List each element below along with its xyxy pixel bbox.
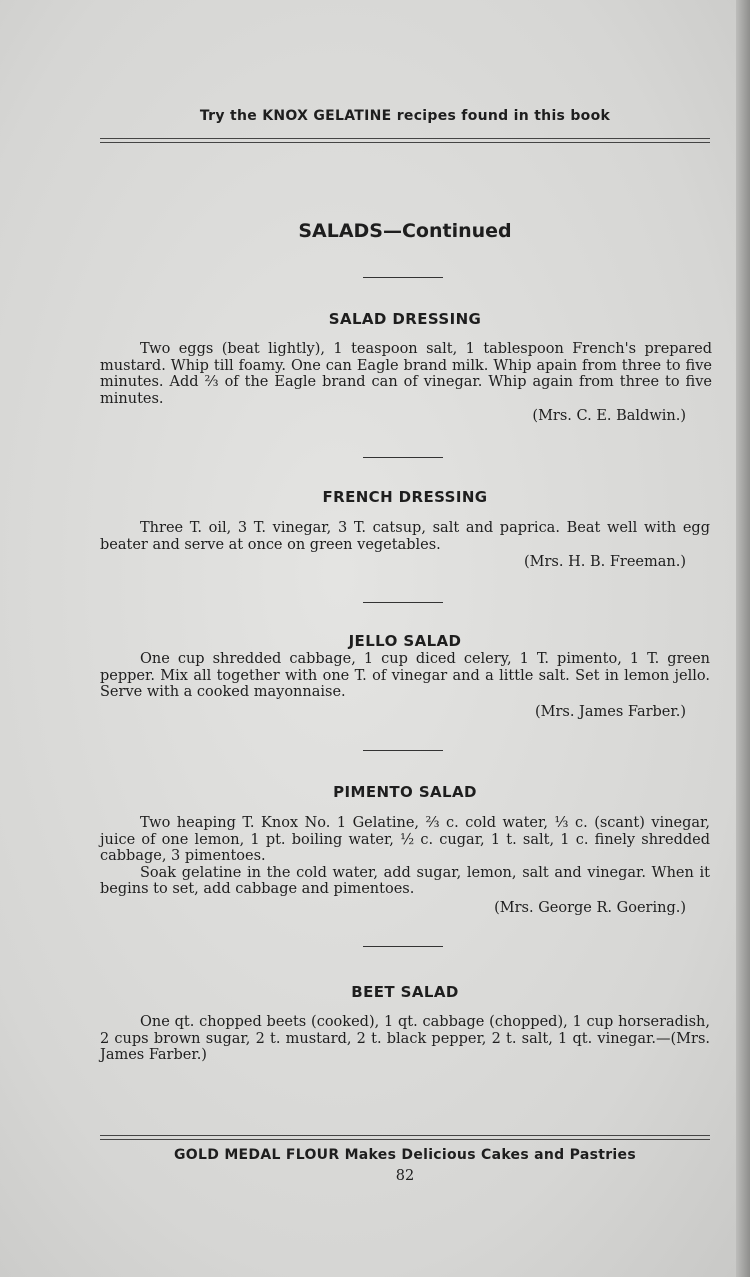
recipe-paragraph: One qt. chopped beets (cooked), 1 qt. cabbage (chopped), 1 cup horseradish, 2 cups brown sugar, 2 t. mustard, 2 t. black pepper, 2 t. salt, 1 qt. vinegar.—(Mrs. James Farber.) bbox=[100, 1014, 710, 1063]
page-spine-shadow bbox=[736, 0, 750, 1277]
page-number: 82 bbox=[395, 1168, 415, 1184]
running-footer: GOLD MEDAL FLOUR Makes Delicious Cakes and Pastries bbox=[174, 1147, 636, 1163]
divider-rule bbox=[363, 602, 443, 603]
recipe-paragraph: Two eggs (beat lightly), 1 teaspoon salt, 1 tablespoon French's prepared mustard. Whip till foamy. One can Eagle brand milk. Whip apain from three to five minutes. Add ⅔ of the Eagle brand can of vinegar. Whip again from three to five minutes. bbox=[100, 341, 712, 407]
recipe-attribution: (Mrs. James Farber.) bbox=[534, 704, 686, 720]
recipe-paragraph: Three T. oil, 3 T. vinegar, 3 T. catsup, salt and paprica. Beat well with egg beater and serve at once on green vegetables. bbox=[100, 520, 710, 553]
recipe-paragraph: Two heaping T. Knox No. 1 Gelatine, ⅔ c. cold water, ⅓ c. (scant) vinegar, juice of one lemon, 1 pt. boiling water, ½ c. cugar, 1 t. salt, 1 c. finely shredded cabbage, 3 pimentoes. bbox=[100, 815, 710, 864]
recipe-attribution: (Mrs. H. B. Freeman.) bbox=[524, 554, 686, 570]
recipe-body-beet-salad bbox=[100, 1014, 710, 1064]
section-title: SALADS—Continued bbox=[298, 220, 512, 242]
divider-rule bbox=[363, 277, 443, 278]
recipe-body-french-dressing bbox=[100, 520, 710, 553]
recipe-body-salad-dressing bbox=[100, 341, 712, 407]
divider-rule bbox=[363, 750, 443, 751]
recipe-title-pimento-salad: PIMENTO SALAD bbox=[333, 783, 477, 801]
recipe-paragraph: Soak gelatine in the cold water, add sugar, lemon, salt and vinegar. When it begins to set, add cabbage and pimentoes. bbox=[100, 864, 710, 897]
recipe-body-pimento-salad bbox=[100, 815, 710, 898]
recipe-title-salad-dressing: SALAD DRESSING bbox=[328, 310, 482, 328]
recipe-attribution: (Mrs. C. E. Baldwin.) bbox=[532, 408, 686, 424]
divider-rule bbox=[363, 946, 443, 947]
recipe-title-jello-salad: JELLO SALAD bbox=[348, 632, 462, 650]
recipe-title-french-dressing: FRENCH DRESSING bbox=[322, 488, 488, 506]
running-header: Try the KNOX GELATINE recipes found in this book bbox=[199, 108, 611, 124]
recipe-paragraph: One cup shredded cabbage, 1 cup diced celery, 1 T. pimento, 1 T. green pepper. Mix all together with one T. of vinegar and a little salt. Set in lemon jello. Serve with a cooked mayonnaise. bbox=[100, 651, 710, 700]
divider-rule bbox=[363, 457, 443, 458]
recipe-body-jello-salad bbox=[100, 651, 710, 701]
footer-rule bbox=[100, 1135, 710, 1140]
header-rule bbox=[100, 138, 710, 143]
recipe-title-beet-salad: BEET SALAD bbox=[351, 983, 459, 1001]
recipe-attribution: (Mrs. George R. Goering.) bbox=[494, 900, 686, 916]
